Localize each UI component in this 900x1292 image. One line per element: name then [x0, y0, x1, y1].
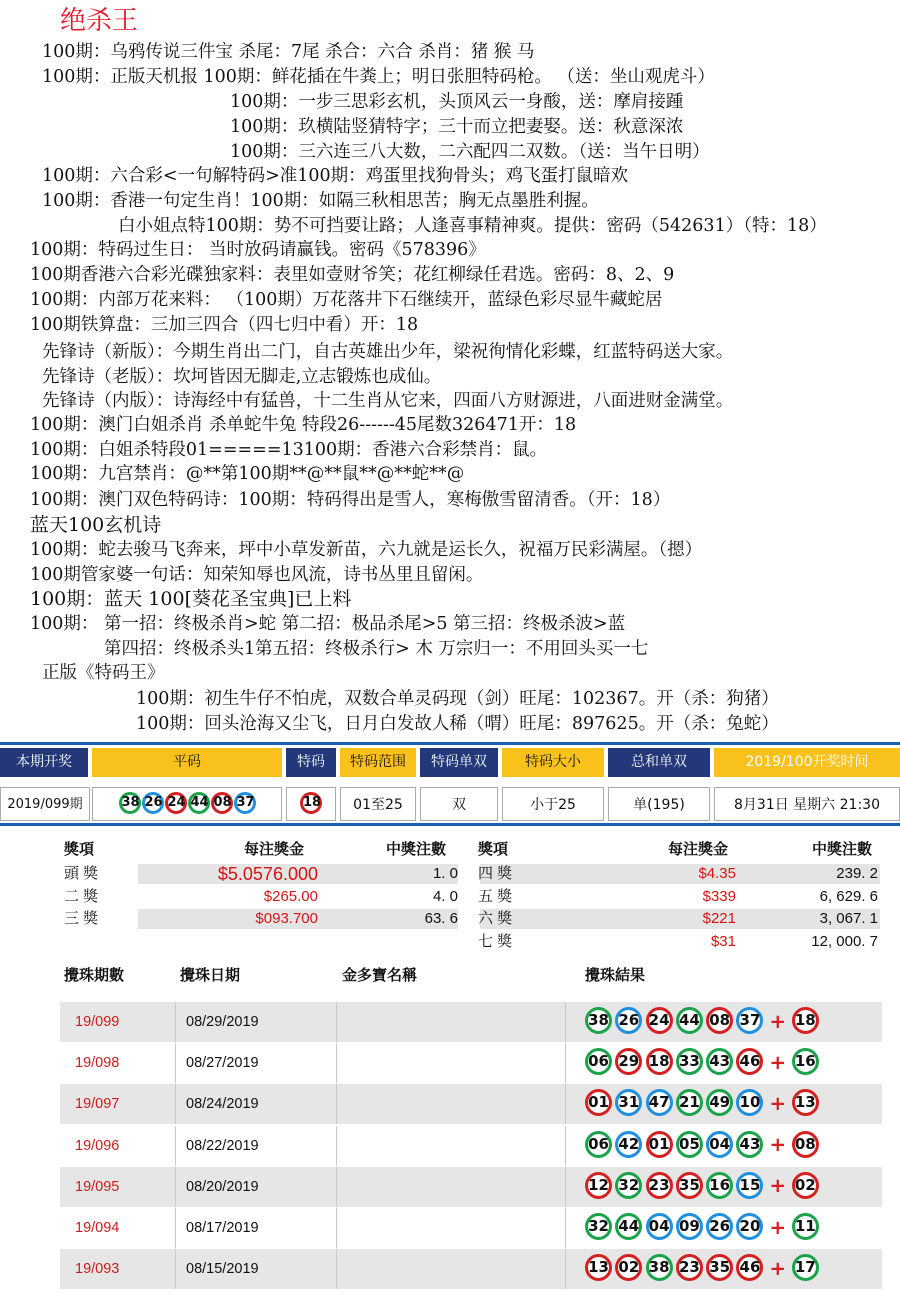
column-divider: [565, 1084, 566, 1124]
number-ball: 32: [615, 1172, 642, 1199]
draw-result-balls: [585, 1213, 822, 1243]
draw-period: 2019/099期: [0, 787, 90, 821]
draw-result-balls: [585, 1131, 822, 1161]
number-ball: 04: [706, 1131, 733, 1158]
text-line: 100期：蛇去骏马飞奔来，坪中小草发新苗，六九就是运长久，祝福万民彩满屋。（摁）: [30, 540, 703, 560]
plus-sign: +: [769, 1049, 787, 1074]
prize-name: 頭 獎: [64, 865, 99, 882]
number-ball: 06: [585, 1048, 612, 1075]
text-line: 100期： 第一招：终极杀肖>蛇 第二招：极品杀尾>5 第三招：终极杀波>蓝: [30, 614, 626, 634]
prize-count: 239. 2: [836, 865, 878, 882]
draw-date: 08/24/2019: [186, 1096, 259, 1113]
number-ball: 24: [646, 1007, 673, 1034]
draw-result-balls: [585, 1254, 822, 1284]
text-line: 100期：九宫禁肖：@**第100期**@**鼠**@**蛇**@: [30, 464, 465, 484]
header-sum: 总和单双: [608, 748, 710, 777]
number-ball: 44: [188, 792, 210, 814]
text-line: 100期铁算盘：三加三四合（四七归中看）开：18: [30, 315, 419, 335]
column-divider: [336, 1084, 337, 1124]
draw-date: 08/29/2019: [186, 1014, 259, 1030]
column-divider: [565, 1043, 566, 1083]
draw-special-ball: [286, 787, 336, 821]
column-divider: [175, 1167, 176, 1207]
prize-row: [474, 886, 882, 908]
special-ball: 08: [792, 1131, 819, 1158]
number-ball: 33: [676, 1048, 703, 1075]
column-divider: [336, 1126, 337, 1166]
column-divider: [565, 1167, 566, 1207]
header-range: 特码范围: [340, 748, 416, 777]
prize-amount: $31: [710, 932, 736, 950]
special-ball: 13: [792, 1089, 819, 1116]
number-ball: 35: [706, 1254, 733, 1281]
text-line: 先锋诗（老版）：坎坷皆因无脚走,立志锻炼也成仙。: [42, 367, 442, 387]
number-ball: 21: [676, 1089, 703, 1116]
column-divider: [336, 1167, 337, 1207]
prize-amount: $221: [702, 910, 736, 927]
text-line: 先锋诗（内版）：诗海经中有猛兽，十二生肖从它来，四面八方财源进，八面进财金满堂。: [42, 391, 734, 411]
draw-result-balls: [585, 1007, 822, 1037]
number-ball: 38: [646, 1254, 673, 1281]
history-header-result: 攪珠結果: [585, 966, 646, 984]
history-row: [60, 1043, 882, 1083]
column-divider: [336, 1002, 337, 1042]
column-divider: [175, 1126, 176, 1166]
header-normal: 平码: [92, 748, 282, 777]
draw-sum: 单(195): [608, 787, 710, 821]
history-row: [60, 1167, 882, 1207]
draw-date: 08/22/2019: [186, 1137, 259, 1154]
draw-range: 01至25: [340, 787, 416, 821]
number-ball: 32: [585, 1213, 612, 1240]
draw-result-balls: [585, 1048, 822, 1078]
number-ball: 16: [706, 1172, 733, 1199]
plus-sign: +: [769, 1132, 787, 1157]
text-line: 100期：六合彩<一句解特码>准100期：鸡蛋里找狗骨头；鸡飞蛋打鼠暗欢: [42, 166, 629, 186]
history-row: [60, 1084, 882, 1124]
history-row: [60, 1126, 882, 1166]
draw-id: 19/096: [75, 1137, 120, 1154]
prize-row: [474, 863, 882, 885]
text-line: 100期：三六连三八大数，二六配四二双数。（送：当午日明）: [230, 142, 710, 162]
text-line: 100期：初生牛仔不怕虎，双数合单灵码现（剑）旺尾：102367。开（杀：狗猪）: [136, 689, 779, 709]
column-divider: [336, 1249, 337, 1289]
special-ball: 16: [792, 1048, 819, 1075]
prize-header-amount: 每注獎金: [668, 840, 729, 858]
prize-name: 五 獎: [478, 887, 513, 905]
special-ball: 18: [300, 792, 322, 814]
draw-date: 08/15/2019: [186, 1261, 259, 1278]
column-divider: [565, 1126, 566, 1166]
draw-next-time: 8月31日 星期六 21:30: [714, 787, 900, 821]
header-special: 特码: [286, 748, 336, 777]
prize-row: [60, 863, 462, 885]
header-bigsmall: 特码大小: [502, 748, 604, 777]
column-divider: [336, 1208, 337, 1248]
prize-amount: $339: [702, 887, 736, 905]
plus-sign: +: [769, 1008, 787, 1033]
plus-sign: +: [769, 1173, 787, 1198]
number-ball: 08: [706, 1007, 733, 1034]
number-ball: 20: [736, 1213, 763, 1240]
text-line: 100期：香港一句定生肖！100期：如隔三秋相思苦；胸无点墨胜利握。: [42, 191, 599, 211]
prize-count: 4. 0: [432, 887, 458, 905]
text-line: 100期：澳门白姐杀肖 杀单蛇牛兔 特段26------45尾数326471开：18: [30, 415, 577, 435]
prize-amount: $093.700: [255, 910, 318, 927]
text-line: 100期：乌鸦传说三件宝 杀尾：7尾 杀合：六合 杀肖：猪 猴 马: [42, 42, 535, 62]
number-ball: 23: [646, 1172, 673, 1199]
number-ball: 12: [585, 1172, 612, 1199]
history-header-name: 金多寶名稱: [342, 966, 418, 984]
draw-result-balls: [585, 1089, 822, 1119]
text-line: 正版《特码王》: [42, 663, 165, 683]
text-line: 100期：白姐杀特段01=====13100期：香港六合彩禁肖：鼠。: [30, 440, 548, 460]
prize-header-count: 中獎注數: [386, 840, 447, 858]
column-divider: [175, 1002, 176, 1042]
plus-sign: +: [769, 1090, 787, 1115]
history-row: [60, 1208, 882, 1248]
column-divider: [336, 1043, 337, 1083]
text-line: 100期：一步三思彩玄机，头顶风云一身酸，送：摩肩接踵: [230, 92, 684, 112]
text-line: 100期：正版天机报 100期：鲜花插在牛粪上；明日张胆特码枪。 （送：坐山观虎斗）: [42, 67, 715, 87]
number-ball: 04: [646, 1213, 673, 1240]
draw-id: 19/099: [75, 1014, 120, 1030]
prize-amount: $265.00: [263, 887, 318, 905]
text-line: 100期：玖横陆竖猜特字；三十而立把妻娶。送：秋意深浓: [230, 117, 684, 137]
prize-count: 6, 629. 6: [819, 887, 878, 905]
prize-row: [474, 931, 882, 953]
number-ball: 44: [676, 1007, 703, 1034]
prize-amount: $5.0576.000: [217, 864, 318, 884]
prize-name: 三 獎: [64, 910, 99, 927]
prize-header-count: 中獎注數: [812, 840, 873, 858]
prize-header-item: 獎項: [478, 840, 509, 858]
number-ball: 13: [585, 1254, 612, 1281]
column-divider: [565, 1002, 566, 1042]
prize-row: [60, 886, 462, 908]
number-ball: 38: [585, 1007, 612, 1034]
draw-date: 08/27/2019: [186, 1055, 259, 1072]
number-ball: 24: [165, 792, 187, 814]
draw-id: 19/093: [75, 1261, 120, 1278]
number-ball: 02: [615, 1254, 642, 1281]
header-period: 本期开奖: [0, 748, 88, 777]
draw-id: 19/095: [75, 1178, 120, 1195]
number-ball: 47: [646, 1089, 673, 1116]
draw-id: 19/097: [75, 1096, 120, 1113]
draw-id: 19/094: [75, 1220, 120, 1236]
number-ball: 43: [736, 1131, 763, 1158]
number-ball: 05: [676, 1131, 703, 1158]
special-ball: 17: [792, 1254, 819, 1281]
header-oddeven: 特码单双: [420, 748, 498, 777]
prize-count: 1. 0: [432, 865, 458, 882]
prize-count: 3, 067. 1: [819, 910, 878, 927]
number-ball: 06: [585, 1131, 612, 1158]
text-line: 白小姐点特100期：势不可挡要让路；人逢喜事精神爽。提供：密码（542631）（特：18）: [118, 216, 827, 236]
text-line: 100期：蓝天 100[葵花圣宝典]已上料: [30, 588, 352, 610]
number-ball: 08: [211, 792, 233, 814]
text-line: 先锋诗（新版）：今期生肖出二门，自古英雄出少年，梁祝徇情化彩蝶，红蓝特码送大家。: [42, 342, 734, 362]
header-next-time: 2019/100开奖时间: [714, 748, 900, 777]
prize-header-amount: 每注獎金: [244, 840, 305, 858]
draw-bigsmall: 小于25: [502, 787, 604, 821]
number-ball: 46: [736, 1048, 763, 1075]
number-ball: 09: [676, 1213, 703, 1240]
text-line: 100期：内部万花来料： （100期）万花落井下石继续开，蓝绿色彩尽显牛藏蛇居: [30, 290, 663, 310]
number-ball: 01: [585, 1089, 612, 1116]
prize-count: 63. 6: [424, 910, 458, 927]
special-ball: 11: [792, 1213, 819, 1240]
number-ball: 26: [142, 792, 164, 814]
number-ball: 49: [706, 1089, 733, 1116]
number-ball: 15: [736, 1172, 763, 1199]
plus-sign: +: [769, 1255, 787, 1280]
column-divider: [565, 1208, 566, 1248]
special-ball: 02: [792, 1172, 819, 1199]
history-row: [60, 1002, 882, 1042]
draw-id: 19/098: [75, 1055, 120, 1072]
number-ball: 35: [676, 1172, 703, 1199]
history-row: [60, 1249, 882, 1289]
text-line: 第四招：终极杀头1第五招：终极杀行> 木 万宗归一：不用回头买一七: [104, 639, 649, 659]
text-line: 100期：特码过生日： 当时放码请赢钱。密码《578396》: [30, 240, 486, 260]
number-ball: 10: [736, 1089, 763, 1116]
number-ball: 18: [646, 1048, 673, 1075]
text-line: 100期香港六合彩光碟独家料：表里如壹财爷笑；花红柳绿任君选。密码：8、2、9: [30, 265, 675, 285]
text-line: 100期：澳门双色特码诗：100期：特码得出是雪人，寒梅傲雪留清香。（开：18）: [30, 490, 671, 510]
number-ball: 37: [234, 792, 256, 814]
prize-name: 二 獎: [64, 887, 99, 905]
draw-date: 08/20/2019: [186, 1178, 259, 1195]
plus-sign: +: [769, 1214, 787, 1239]
prize-name: 七 獎: [478, 932, 513, 950]
number-ball: 37: [736, 1007, 763, 1034]
prize-row: [474, 908, 882, 930]
number-ball: 31: [615, 1089, 642, 1116]
prize-row: [60, 908, 462, 930]
page-title: 绝杀王: [60, 6, 139, 36]
number-ball: 38: [119, 792, 141, 814]
prize-header-item: 獎項: [64, 840, 95, 858]
column-divider: [175, 1249, 176, 1289]
number-ball: 23: [676, 1254, 703, 1281]
number-ball: 44: [615, 1213, 642, 1240]
column-divider: [565, 1249, 566, 1289]
draw-date: 08/17/2019: [186, 1220, 259, 1236]
text-line: 蓝天100玄机诗: [30, 514, 162, 536]
text-line: 100期：回头沧海又尘飞，日月白发故人稀（喟）旺尾：897625。开（杀：兔蛇）: [136, 714, 779, 734]
number-ball: 01: [646, 1131, 673, 1158]
number-ball: 43: [706, 1048, 733, 1075]
prize-amount: $4.35: [698, 865, 736, 882]
number-ball: 42: [615, 1131, 642, 1158]
number-ball: 26: [615, 1007, 642, 1034]
column-divider: [175, 1084, 176, 1124]
column-divider: [175, 1208, 176, 1248]
history-header-id: 攪珠期數: [64, 966, 125, 984]
number-ball: 46: [736, 1254, 763, 1281]
history-header-date: 攪珠日期: [180, 966, 241, 984]
special-ball: 18: [792, 1007, 819, 1034]
prize-name: 四 獎: [478, 865, 513, 882]
draw-normal-balls: [92, 787, 282, 821]
text-line: 100期管家婆一句话：知荣知辱也风流，诗书丛里且留闲。: [30, 565, 484, 585]
column-divider: [175, 1043, 176, 1083]
number-ball: 26: [706, 1213, 733, 1240]
number-ball: 29: [615, 1048, 642, 1075]
draw-result-balls: [585, 1172, 822, 1202]
draw-oddeven: 双: [420, 787, 498, 821]
prize-count: 12, 000. 7: [811, 932, 878, 950]
draw-result-table: [0, 742, 900, 826]
prize-name: 六 獎: [478, 910, 513, 927]
